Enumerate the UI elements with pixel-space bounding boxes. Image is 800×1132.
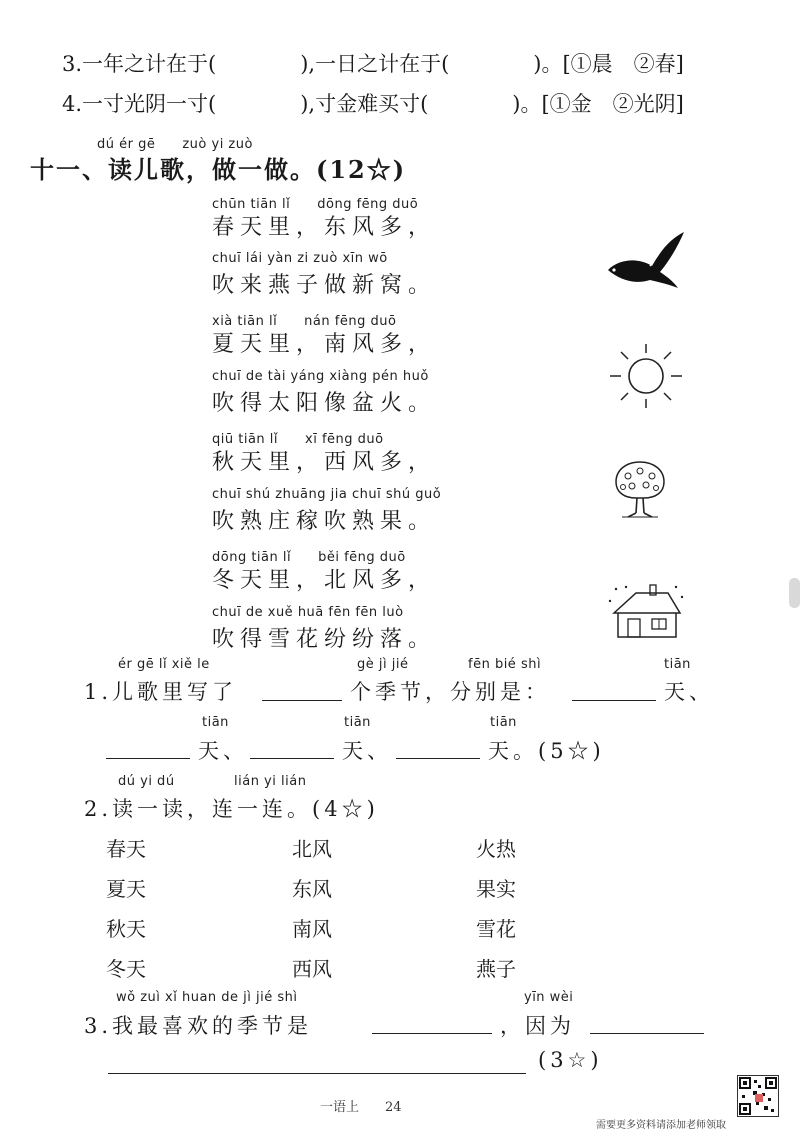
wind-word[interactable]: 东风	[292, 877, 332, 901]
poem-pinyin: xià tiān lǐ nán fēng duō	[212, 314, 397, 329]
qr-code	[737, 1075, 779, 1117]
q1-text-b: 个季节，分别是：	[350, 680, 550, 704]
poem-line: 吹熟庄稼吹熟果。	[212, 509, 437, 534]
sun-icon	[606, 342, 686, 410]
poem-line: 吹来燕子做新窝。	[212, 273, 437, 298]
poem-pinyin: chuī shú zhuāng jia chuī shú guǒ	[212, 487, 442, 502]
wind-word[interactable]: 南风	[292, 917, 332, 941]
q3-pinyin-b: yīn wèi	[524, 990, 574, 1005]
q1-pinyin-b: gè jì jié	[357, 657, 409, 672]
q1-tian-pinyin: tiān	[490, 715, 517, 730]
q2-title: 2.读一读，连一连。(4☆)	[84, 797, 379, 821]
q1-tian-pinyin: tiān	[202, 715, 229, 730]
question-4-idiom: 4.一寸光阴一寸( ),寸金难买寸( )。[①金 ②光阴]	[62, 92, 684, 116]
season-word[interactable]: 冬天	[106, 957, 146, 981]
poem-line: 春天里，东风多，	[212, 215, 437, 240]
answer-blank[interactable]	[262, 700, 342, 701]
feature-word[interactable]: 果实	[476, 877, 516, 901]
q1-row2-b: 天、	[342, 739, 392, 763]
poem-pinyin: chuī de tài yáng xiàng pén huǒ	[212, 369, 429, 384]
q1-text-a: 1.儿歌里写了	[84, 680, 238, 704]
answer-line[interactable]	[108, 1073, 526, 1074]
feature-word[interactable]: 燕子	[476, 957, 516, 981]
page-number: 一语上 24	[320, 1100, 402, 1115]
q1-text-c: 天、	[664, 680, 714, 704]
q2-pinyin-a: dú yi dú	[118, 774, 175, 789]
poem-pinyin: chuī de xuě huā fēn fēn luò	[212, 605, 404, 620]
answer-blank[interactable]	[590, 1033, 704, 1034]
poem-pinyin: chūn tiān lǐ dōng fēng duō	[212, 197, 419, 212]
poem-line: 冬天里，北风多，	[212, 568, 437, 593]
poem-line: 夏天里，南风多，	[212, 332, 437, 357]
q1-tian-pinyin: tiān	[344, 715, 371, 730]
season-word[interactable]: 春天	[106, 837, 146, 861]
poem-pinyin: chuī lái yàn zi zuò xīn wō	[212, 251, 388, 266]
feature-word[interactable]: 雪花	[476, 917, 516, 941]
poem-line: 吹得雪花纷纷落。	[212, 627, 437, 652]
question-3-idiom: 3.一年之计在于( ),一日之计在于( )。[①晨 ②春]	[62, 52, 684, 76]
q1-pinyin-a: ér gē lǐ xiě le	[118, 657, 210, 672]
answer-blank[interactable]	[106, 758, 190, 759]
season-word[interactable]: 夏天	[106, 877, 146, 901]
q1-pinyin-d: tiān	[664, 657, 691, 672]
swallow-icon	[600, 228, 690, 293]
q3-pinyin-a: wǒ zuì xǐ huan de jì jié shì	[116, 990, 298, 1005]
answer-blank[interactable]	[250, 758, 334, 759]
section-pinyin: dú ér gē zuò yi zuò	[97, 137, 253, 152]
scrollbar-thumb[interactable]	[789, 578, 800, 608]
footer-note: 需要更多资料请添加老师领取	[596, 1120, 726, 1131]
tree-icon	[610, 458, 670, 520]
answer-blank[interactable]	[396, 758, 480, 759]
answer-blank[interactable]	[372, 1033, 492, 1034]
snow-house-icon	[606, 583, 686, 643]
q3-score: (3☆)	[538, 1048, 603, 1072]
q3-text-a: 3.我最喜欢的季节是	[84, 1014, 313, 1038]
wind-word[interactable]: 北风	[292, 837, 332, 861]
poem-pinyin: dōng tiān lǐ běi fēng duō	[212, 550, 406, 565]
poem-line: 吹得太阳像盆火。	[212, 391, 437, 416]
q3-text-b: ，因为	[500, 1014, 575, 1038]
feature-word[interactable]: 火热	[476, 837, 516, 861]
season-word[interactable]: 秋天	[106, 917, 146, 941]
poem-line: 秋天里，西风多，	[212, 450, 437, 475]
wind-word[interactable]: 西风	[292, 957, 332, 981]
q1-pinyin-c: fēn bié shì	[468, 657, 542, 672]
q1-row2-a: 天、	[198, 739, 248, 763]
q1-row2-c: 天。(5☆)	[488, 739, 605, 763]
section-title: 十一、读儿歌，做一做。(12☆)	[30, 155, 407, 184]
poem-pinyin: qiū tiān lǐ xī fēng duō	[212, 432, 384, 447]
answer-blank[interactable]	[572, 700, 656, 701]
q2-pinyin-b: lián yi lián	[234, 774, 307, 789]
